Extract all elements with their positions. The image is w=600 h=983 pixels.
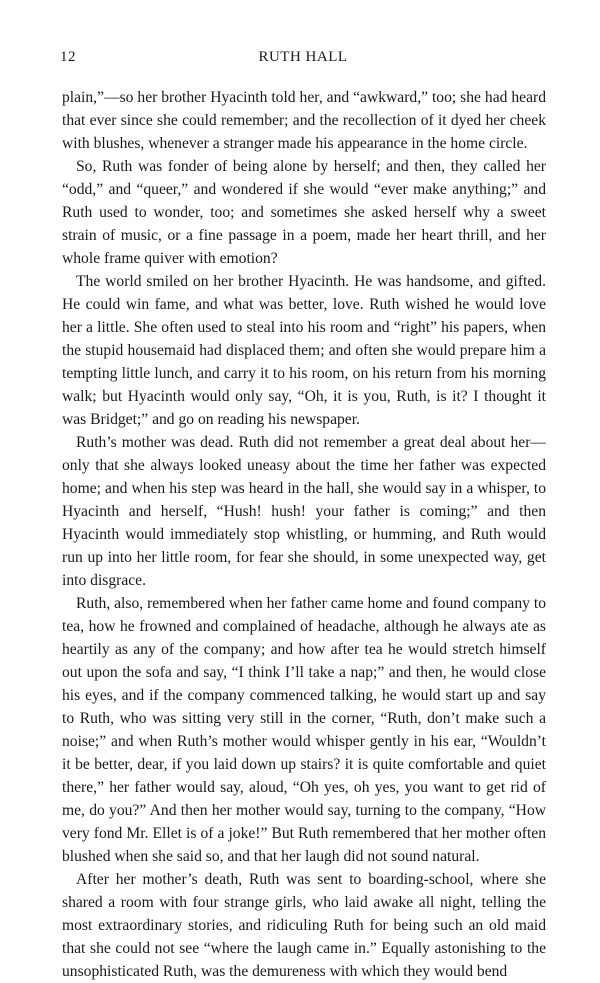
paragraph: So, Ruth was fonder of being alone by herself; and then, they called her “odd,” and “queer,” and wondered if she would “ever make anything;” and Ruth used to wonder, too; and sometimes she asked herself why a sweet strain of music, or a fine passage in a poem, made her heart thrill, and her whole frame quiver with emotion? [62,158,546,267]
page-number: 12 [60,49,76,65]
paragraph: After her mother’s death, Ruth was sent to boarding-school, where she shared a room with four strange girls, who laid awake all night, telling the most extraordinary stories, and ridiculing Ruth for being such an old maid that she could not see “where the laugh came in.” Equally astonishing to the unsophisticated Ruth, was the demureness with which they would bend [62,871,546,980]
paragraph: The world smiled on her brother Hyacinth. He was handsome, and gifted. He could win fame, and what was better, love. Ruth wished he would love her a little. She often used to steal into his room and “right” his papers, when the stupid housemaid had displaced them; and often she would prepare him a tempting little lunch, and carry it to his room, on his return from his morning walk; but Hyacinth would only say, “Oh, it is you, Ruth, is it? I thought it was Bridget;” and go on reading his newspaper. [62,273,546,428]
body-text [62,86,546,983]
paragraph: Ruth, also, remembered when her father came home and found company to tea, how he frowned and complained of headache, although he always ate as heartily as any of the company; and how after tea he would stretch himself out upon the sofa and say, “I think I’ll take a nap;” and then, he would close his eyes, and if the company commenced talking, he would start up and say to Ruth, who was sitting very still in the corner, “Ruth, don’t make such a noise;” and when Ruth’s mother would whisper gently in his ear, “Wouldn’t it be better, dear, if you laid down up stairs? it is quite comfortable and quiet there,” her father would say, aloud, “Oh yes, oh yes, you want to get rid of me, do you?” And then her mother would say, turning to the company, “How very fond Mr. Ellet is of a joke!” But Ruth remembered that her mother often blushed when she said so, and that her laugh did not sound natural. [62,595,546,865]
running-title: RUTH HALL [258,49,348,65]
paragraph-continued: plain,”—so her brother Hyacinth told her, and “awkward,” too; she had heard that ever since she could remember; and the recollection of it dyed her cheek with blushes, whenever a stranger made his appearance in the home circle. [62,89,546,152]
paragraph: Ruth’s mother was dead. Ruth did not remember a great deal about her—only that she always looked uneasy about the time her father was expected home; and when his step was heard in the hall, she would say in a whisper, to Hyacinth and herself, “Hush! hush! your father is coming;” and then Hyacinth would immediately stop whistling, or humming, and Ruth would run up into her little room, for fear she should, in some unexpected way, get into disgrace. [62,434,546,589]
running-head [60,49,546,73]
